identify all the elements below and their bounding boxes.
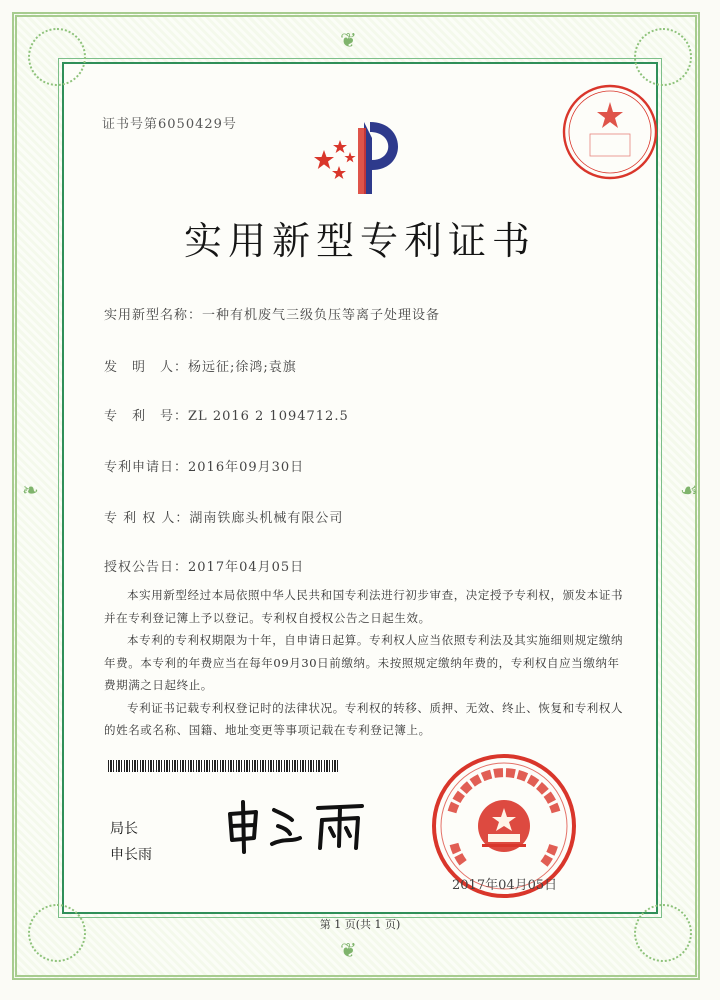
utility-model-name-label: 实用新型名称： — [104, 308, 203, 323]
director-signature — [222, 796, 372, 856]
tax-office-seal — [560, 82, 660, 182]
body-paragraph: 专利证书记载专利权登记时的法律状况。专利权的转移、质押、无效、终止、恢复和专利权人的姓名或名称、国籍、地址变更等事项记载在专利登记簿上。 — [104, 700, 624, 737]
application-date-label: 专利申请日： — [104, 460, 189, 475]
page-footer: 第 1 页(共 1 页) — [319, 918, 401, 931]
body-paragraph: 本实用新型经过本局依照中华人民共和国专利法进行初步审查，决定授予专利权，颁发本证书并在专利登记簿上予以登记。专利权自授权公告之日起生效。 — [104, 588, 624, 625]
ornament-icon: ❧ — [22, 478, 39, 502]
patentee-value: 湖南铁廊头机械有限公司 — [189, 511, 344, 526]
page-title: 实用新型专利证书 — [183, 219, 536, 263]
grant-date-label: 授权公告日： — [104, 560, 189, 575]
grant-date-field — [104, 556, 304, 575]
director-name: 申长雨 — [110, 847, 152, 863]
patentee-label: 专 利 权 人： — [104, 511, 190, 526]
patent-number-field — [104, 405, 349, 424]
application-date-value: 2016年09月30日 — [188, 460, 305, 475]
utility-model-name-field — [104, 304, 440, 323]
body-paragraph: 本专利的专利权期限为十年，自申请日起算。专利权人应当依照专利法及其实施细则规定缴纳年费。本专利的年费应当在每年09月30日前缴纳。未按照规定缴纳年费的，专利权自应当缴纳年费期满之日起终止。 — [104, 633, 624, 692]
star-icon — [344, 152, 355, 162]
director-title: 局长 — [110, 821, 138, 837]
corner-ornament — [634, 904, 692, 962]
patent-office-logo — [312, 108, 408, 204]
corner-ornament — [28, 904, 86, 962]
application-date-field — [104, 456, 304, 475]
inventor-field — [104, 356, 297, 375]
grant-date-value: 2017年04月05日 — [188, 560, 305, 575]
barcode — [108, 760, 340, 772]
ornament-icon: ☙ — [680, 478, 698, 502]
patent-number-value: ZL 2016 2 1094712.5 — [188, 409, 349, 424]
inventor-label: 发 明 人： — [104, 360, 189, 375]
inventor-value: 杨远征;徐鸿;袁旗 — [188, 360, 297, 375]
star-icon — [332, 166, 346, 179]
corner-ornament — [634, 28, 692, 86]
certificate-number: 证书号第6050429号 — [102, 117, 237, 132]
ornament-icon: ❦ — [340, 938, 357, 962]
certificate-body — [104, 584, 624, 742]
corner-ornament — [28, 28, 86, 86]
patent-number-label: 专 利 号： — [104, 409, 189, 424]
utility-model-name-value: 一种有机废气三级负压等离子处理设备 — [202, 308, 441, 323]
star-icon — [314, 150, 334, 169]
seal-date: 2017年04月05日 — [452, 878, 558, 893]
star-icon — [333, 140, 347, 153]
ornament-icon: ❦ — [340, 28, 357, 52]
patentee-field — [104, 507, 343, 526]
